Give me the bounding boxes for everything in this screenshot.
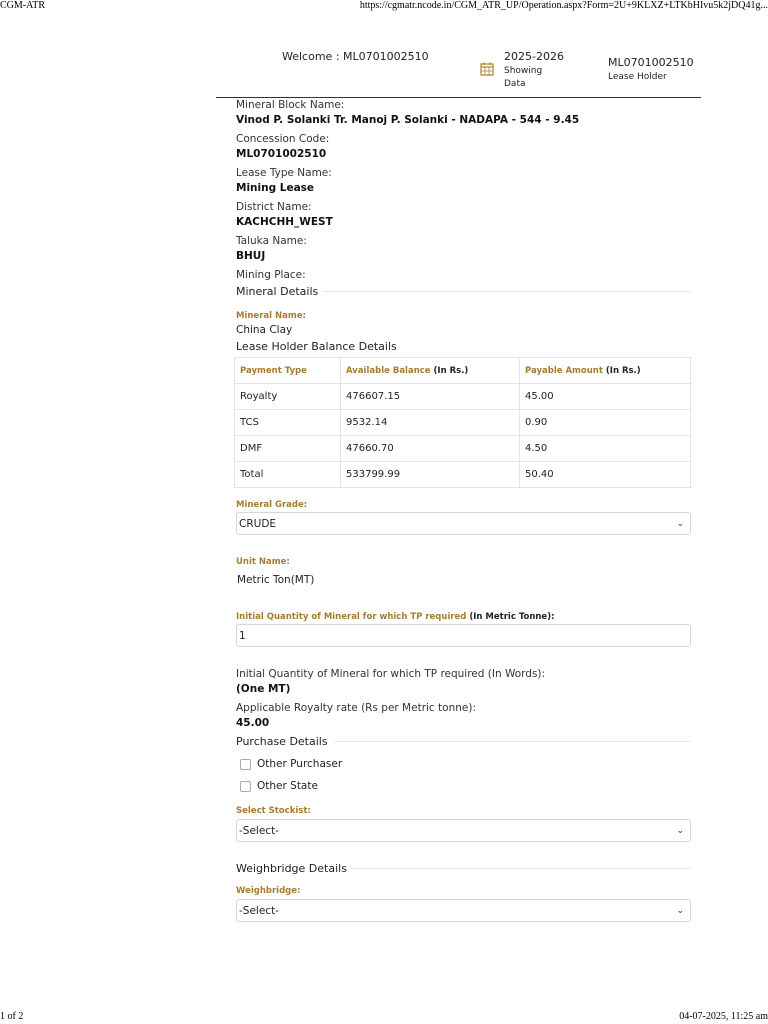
- initial-quantity-label: Initial Quantity of Mineral for which TP required (In Metric Tonne):: [236, 612, 555, 622]
- balance-heading: Lease Holder Balance Details: [236, 340, 397, 353]
- cell-available: 47660.70: [341, 436, 520, 462]
- welcome-text: Welcome : ML0701002510: [282, 50, 429, 63]
- cell-type: TCS: [235, 410, 341, 436]
- district-value: KACHCHH_WEST: [236, 216, 333, 228]
- chevron-down-icon: ⌄: [676, 825, 684, 836]
- divider: [353, 868, 691, 869]
- stockist-select[interactable]: [236, 819, 691, 842]
- purchase-details-section: [236, 735, 691, 748]
- weighbridge-details-section: [236, 862, 691, 875]
- mineral-name-label: Mineral Name:: [236, 311, 306, 321]
- cell-payable: 45.00: [520, 384, 691, 410]
- mining-place-label: Mining Place:: [236, 269, 306, 281]
- mineral-block-value: Vinod P. Solanki Tr. Manoj P. Solanki - NADAPA - 544 - 9.45: [236, 114, 580, 126]
- balance-table: [234, 357, 691, 488]
- district-label: District Name:: [236, 201, 312, 213]
- lease-type-value: Mining Lease: [236, 182, 315, 194]
- mineral-name-value: China Clay: [236, 324, 293, 336]
- mineral-grade-label: Mineral Grade:: [236, 500, 308, 510]
- table-row: [235, 436, 691, 462]
- stockist-value: -Select-: [239, 824, 279, 837]
- stockist-label: Select Stockist:: [236, 806, 311, 816]
- cell-payable: 50.40: [520, 462, 691, 488]
- other-state-checkbox[interactable]: [240, 781, 251, 792]
- mineral-grade-value: CRUDE: [239, 517, 277, 530]
- print-page-title: CGM-ATR: [0, 0, 46, 11]
- divider: [324, 291, 691, 292]
- weighbridge-value: -Select-: [239, 904, 279, 917]
- cell-type: DMF: [235, 436, 341, 462]
- mineral-details-heading: Mineral Details: [236, 285, 319, 298]
- chevron-down-icon: ⌄: [676, 905, 684, 916]
- taluka-label: Taluka Name:: [236, 235, 307, 247]
- unit-name-label: Unit Name:: [236, 557, 290, 567]
- quantity-words-label: Initial Quantity of Mineral for which TP required (In Words):: [236, 668, 546, 680]
- mineral-grade-select[interactable]: [236, 512, 691, 535]
- cell-available: 533799.99: [341, 462, 520, 488]
- unit-name-value: Metric Ton(MT): [237, 574, 315, 586]
- concession-code-value: ML0701002510: [236, 148, 327, 160]
- col-available-balance: Available Balance (In Rs.): [341, 358, 520, 384]
- table-row: [235, 410, 691, 436]
- royalty-rate-value: 45.00: [236, 717, 270, 729]
- other-state-label: Other State: [257, 780, 318, 792]
- chevron-down-icon: ⌄: [676, 518, 684, 529]
- purchase-details-heading: Purchase Details: [236, 735, 328, 748]
- print-page-number: 1 of 2: [0, 1011, 24, 1022]
- weighbridge-label: Weighbridge:: [236, 886, 301, 896]
- weighbridge-details-heading: Weighbridge Details: [236, 862, 347, 875]
- top-header: [216, 44, 701, 98]
- table-row: [235, 462, 691, 488]
- financial-year[interactable]: 2025-2026: [504, 50, 564, 63]
- divider: [334, 741, 691, 742]
- initial-quantity-input[interactable]: 1: [236, 624, 691, 647]
- print-url: https://cgmatr.ncode.in/CGM_ATR_UP/Operation.aspx?Form=2U+9KLXZ+LTKbHIvu5k2jDQ41g...: [359, 0, 768, 11]
- cell-type: Total: [235, 462, 341, 488]
- cell-type: Royalty: [235, 384, 341, 410]
- calendar-icon[interactable]: [480, 62, 494, 76]
- mineral-details-section: [236, 285, 691, 298]
- royalty-rate-label: Applicable Royalty rate (Rs per Metric tonne):: [236, 702, 476, 714]
- concession-code-label: Concession Code:: [236, 133, 330, 145]
- taluka-value: BHUJ: [236, 250, 266, 262]
- mineral-block-label: Mineral Block Name:: [236, 99, 345, 111]
- cell-payable: 4.50: [520, 436, 691, 462]
- other-state-option[interactable]: [240, 780, 691, 792]
- table-row: [235, 384, 691, 410]
- cell-payable: 0.90: [520, 410, 691, 436]
- other-purchaser-label: Other Purchaser: [257, 758, 343, 770]
- info-block: [236, 98, 691, 282]
- table-header-row: [235, 358, 691, 384]
- other-purchaser-option[interactable]: [240, 758, 691, 770]
- user-code[interactable]: ML0701002510: [608, 56, 694, 69]
- print-datetime: 04-07-2025, 11:25 am: [679, 1011, 768, 1022]
- weighbridge-select[interactable]: [236, 899, 691, 922]
- other-purchaser-checkbox[interactable]: [240, 759, 251, 770]
- cell-available: 476607.15: [341, 384, 520, 410]
- showing-data-label: Showing Data: [504, 66, 543, 89]
- lease-type-label: Lease Type Name:: [236, 167, 332, 179]
- operation-form: [236, 98, 691, 922]
- col-payable-amount: Payable Amount (In Rs.): [520, 358, 691, 384]
- user-role: Lease Holder: [608, 72, 667, 82]
- cell-available: 9532.14: [341, 410, 520, 436]
- quantity-words-value: (One MT): [236, 683, 291, 695]
- col-payment-type: Payment Type: [235, 358, 341, 384]
